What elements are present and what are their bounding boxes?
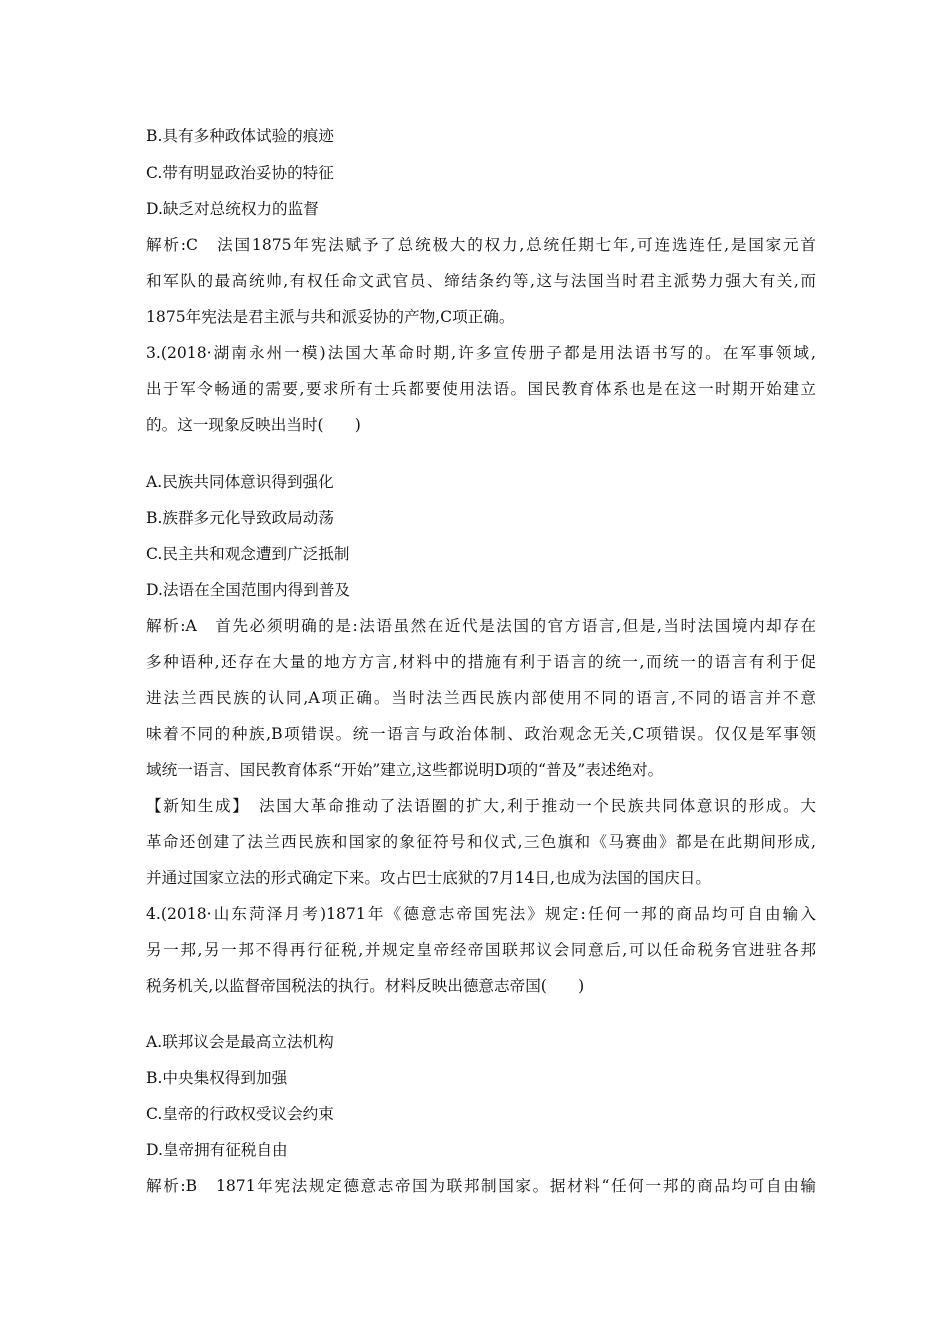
question-3-line: 出于军令畅通的需要,要求所有士兵都要使用法语。国民教育体系也是在这一时期开始建立 xyxy=(146,380,816,398)
question-3-line: 3.(2018·湖南永州一模)法国大革命时期,许多宣传册子都是用法语书写的。在军事领域, xyxy=(146,344,816,362)
question-3-line: 的。这一现象反映出当时( ) xyxy=(146,416,361,434)
question-4-line: 另一邦,另一邦不得再行征税,并规定皇帝经帝国联邦议会同意后,可以任命税务官进驻各邦 xyxy=(146,941,816,959)
question-4-line: 4.(2018·山东菏泽月考)1871年《德意志帝国宪法》规定:任何一邦的商品均可自由输入 xyxy=(146,905,816,923)
analysis-line: 多种语种,还存在大量的地方方言,材料中的措施有利于语言的统一,而统一的语言有利于促 xyxy=(146,653,816,671)
option-d: D.法语在全国范围内得到普及 xyxy=(146,581,351,599)
analysis-line: 和军队的最高统帅,有权任命文武官员、缔结条约等,这与法国当时君主派势力强大有关,而 xyxy=(146,272,816,290)
option-c: C.民主共和观念遭到广泛抵制 xyxy=(146,545,350,563)
analysis-line: 解析:C 法国1875年宪法赋予了总统极大的权力,总统任期七年,可连选连任,是国家元首 xyxy=(146,236,816,254)
option-b: B.族群多元化导致政局动荡 xyxy=(146,509,334,527)
analysis-line: 进法兰西民族的认同,A项正确。当时法兰西民族内部使用不同的语言,不同的语言并不意 xyxy=(146,689,816,707)
analysis-line: 域统一语言、国民教育体系“开始”建立,这些都说明D项的“普及”表述绝对。 xyxy=(146,761,664,779)
option-b: B.具有多种政体试验的痕迹 xyxy=(146,127,334,145)
analysis-line: 解析:A 首先必须明确的是:法语虽然在近代是法国的官方语言,但是,当时法国境内却存在 xyxy=(146,617,816,635)
option-d: D.缺乏对总统权力的监督 xyxy=(146,200,319,218)
option-c: C.带有明显政治妥协的特征 xyxy=(146,164,334,182)
option-d: D.皇帝拥有征税自由 xyxy=(146,1141,288,1159)
new-knowledge-line: 【新知生成】 法国大革命推动了法语圈的扩大,利于推动一个民族共同体意识的形成。大 xyxy=(146,797,816,815)
option-c: C.皇帝的行政权受议会约束 xyxy=(146,1105,334,1123)
new-knowledge-line: 并通过国家立法的形式确定下来。攻占巴士底狱的7月14日,也成为法国的国庆日。 xyxy=(146,869,711,887)
question-4-line: 税务机关,以监督帝国税法的执行。材料反映出德意志帝国( ) xyxy=(146,977,585,995)
analysis-line: 1875年宪法是君主派与共和派妥协的产物,C项正确。 xyxy=(146,308,515,326)
option-a: A.民族共同体意识得到强化 xyxy=(146,473,334,491)
option-a: A.联邦议会是最高立法机构 xyxy=(146,1033,334,1051)
analysis-line: 味着不同的种族,B项错误。统一语言与政治体制、政治观念无关,C项错误。仅仅是军事领 xyxy=(146,725,816,743)
analysis-line: 解析:B 1871年宪法规定德意志帝国为联邦制国家。据材料“任何一邦的商品均可自由输 xyxy=(146,1177,816,1195)
option-b: B.中央集权得到加强 xyxy=(146,1069,288,1087)
new-knowledge-line: 革命还创建了法兰西民族和国家的象征符号和仪式,三色旗和《马赛曲》都是在此期间形成, xyxy=(146,833,816,851)
